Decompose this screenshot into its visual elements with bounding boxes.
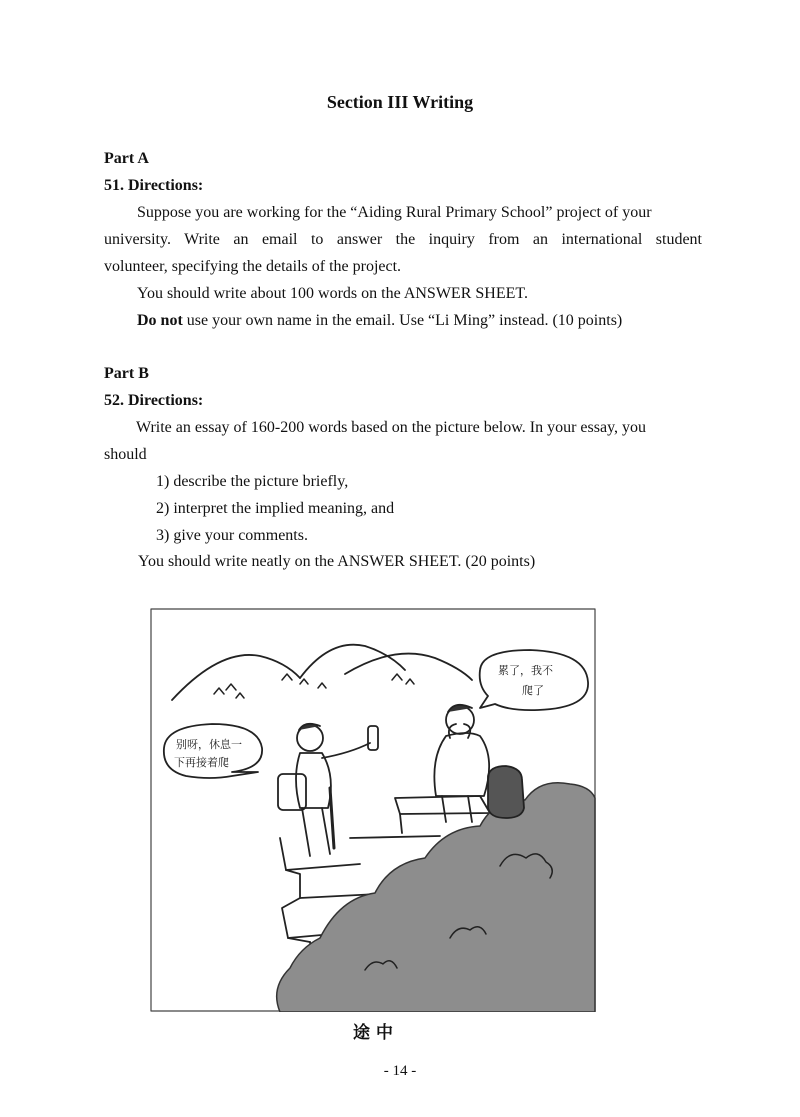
standing-man-body — [296, 753, 331, 808]
q52-closing-instruction: You should write neatly on the ANSWER SHEET. (20 points) — [138, 553, 536, 570]
bubble-right-line-2: 爬了 — [522, 684, 544, 697]
water-bottle — [368, 726, 378, 750]
q51-paragraph-line-2: university. Write an email to answer the inquiry from an international student — [104, 231, 702, 248]
part-b-label: Part B — [104, 365, 149, 382]
q51-name-instruction — [137, 311, 622, 331]
standing-man-arm-raised — [322, 743, 370, 758]
stairs-upper-steps — [350, 814, 440, 838]
cartoon-illustration — [150, 608, 596, 1012]
q52-item-2: 2) interpret the implied meaning, and — [156, 500, 395, 517]
mountain-right — [345, 654, 472, 680]
stairs-left-edge — [280, 838, 310, 942]
page-number: - 14 - — [383, 1063, 417, 1079]
section-title: Section III Writing — [326, 92, 474, 112]
bubble-left-line-1: 别呀，休息一 — [176, 738, 242, 751]
mountain-left — [172, 655, 300, 700]
speech-bubble-left — [164, 724, 262, 778]
speech-bubble-right — [480, 650, 588, 710]
bubble-left-line-2: 下再接着爬 — [174, 756, 229, 769]
mountain-middle — [300, 645, 405, 678]
do-not-emphasis: Do not — [137, 312, 183, 329]
mountain-peaks-middle — [282, 674, 326, 688]
question-51-heading: 51. Directions: — [104, 177, 204, 194]
standing-man-legs — [302, 808, 330, 856]
question-52-heading: 52. Directions: — [104, 392, 204, 409]
sitting-man-body — [434, 733, 489, 796]
q52-item-3: 3) give your comments. — [156, 527, 308, 544]
q51-paragraph-line-1: Suppose you are working for the “Aiding Rural Primary School” project of your — [137, 204, 652, 221]
sitting-man-legs — [442, 796, 472, 822]
bubble-right-line-1: 累了，我不 — [498, 664, 553, 677]
part-a-label: Part A — [104, 150, 149, 167]
q51-paragraph-line-3: volunteer, specifying the details of the project. — [104, 258, 402, 275]
backpack-left — [278, 774, 306, 810]
cartoon-caption: 途 中 — [353, 1023, 393, 1043]
sitting-man-hair — [448, 705, 472, 712]
q52-item-1: 1) describe the picture briefly, — [156, 473, 349, 490]
mountain-peaks-right — [392, 674, 414, 684]
walking-stick — [330, 788, 334, 848]
q52-intro-line-1: Write an essay of 160-200 words based on the picture below. In your essay, you — [136, 419, 647, 436]
q52-intro-line-2: should — [104, 446, 147, 463]
q51-name-instruction-rest: use your own name in the email. Use “Li Ming” instead. (10 points) — [182, 312, 623, 329]
backpack-right — [488, 766, 524, 818]
q51-word-count-instruction: You should write about 100 words on the ANSWER SHEET. — [137, 285, 528, 302]
mountain-peaks-left — [214, 684, 244, 698]
